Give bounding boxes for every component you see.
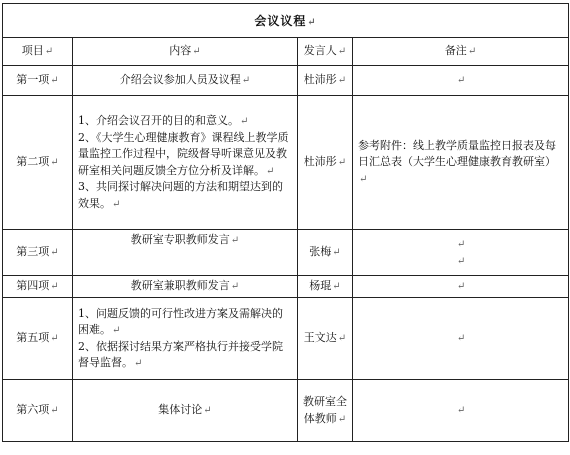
item-label: 第三项 [16, 245, 50, 259]
table-row [3, 66, 569, 96]
paragraph-mark: ↵ [337, 75, 347, 87]
paragraph-mark: ↵ [456, 333, 466, 345]
item-cell [3, 66, 73, 96]
content-line: 2、《大学生心理健康教育》课程线上教学质量监控工作过程中，院级督导听课意见及教研室相关问题反馈全方位分析及详解。 [78, 130, 289, 177]
paragraph-mark: ↵ [241, 75, 251, 87]
content-line: 1、介绍会议召开的目的和意义。 [78, 114, 239, 127]
speaker-cell [298, 66, 353, 96]
speaker-cell [298, 230, 353, 276]
header-row [3, 38, 569, 66]
speaker-cell [298, 380, 353, 442]
paragraph-mark: ↵ [307, 16, 317, 28]
paragraph-mark: ↵ [337, 333, 347, 345]
item-cell [3, 298, 73, 380]
speaker-name: 杜沛彤 [303, 73, 337, 87]
header-speaker-cell [298, 38, 353, 66]
paragraph-mark: ↵ [266, 165, 275, 177]
title-row [3, 4, 569, 38]
paragraph-mark: ↵ [456, 405, 466, 417]
item-label: 第一项 [16, 73, 50, 87]
table-row [3, 276, 569, 298]
paragraph-mark: ↵ [50, 281, 59, 293]
table-row [3, 96, 569, 230]
note-text [358, 138, 563, 188]
table-row [3, 380, 569, 442]
note-cell [353, 66, 569, 96]
paragraph-mark: ↵ [134, 358, 143, 369]
speaker-name: 张梅 [309, 245, 332, 259]
paragraph-mark: ↵ [230, 281, 240, 293]
content-line: 教研室兼职教师发言 [130, 279, 230, 293]
paragraph-mark: ↵ [112, 325, 121, 336]
item-cell [3, 230, 73, 276]
table-row [3, 298, 569, 380]
paragraph-mark: ↵ [50, 333, 59, 345]
table-title: 会议议程 [254, 13, 307, 28]
paragraph-mark: ↵ [337, 157, 347, 169]
paragraph-mark: ↵ [332, 247, 341, 259]
header-speaker: 发言人 [303, 44, 337, 58]
content-line: 教研室专职教师发言 [130, 233, 230, 246]
content-cell [73, 230, 298, 276]
header-note: 备注 [444, 44, 467, 58]
content-line: 介绍会议参加人员及议程 [119, 73, 241, 87]
agenda-table [2, 3, 569, 442]
paragraph-mark: ↵ [44, 46, 54, 58]
content-line: 2、依据探讨结果方案严格执行并接受学院督导监督。 [78, 339, 283, 369]
table-row [3, 230, 569, 276]
speaker-cell [298, 298, 353, 380]
note-cell [353, 380, 569, 442]
paragraph-mark: ↵ [50, 405, 59, 417]
paragraph-mark: ↵ [467, 46, 477, 58]
note-cell [353, 96, 569, 230]
paragraph-mark: ↵ [337, 46, 347, 58]
header-note-cell [353, 38, 569, 66]
item-cell [3, 96, 73, 230]
content-cell [73, 96, 298, 230]
item-cell [3, 380, 73, 442]
paragraph-mark: ↵ [50, 75, 59, 87]
item-cell [3, 276, 73, 298]
paragraph-mark: ↵ [456, 281, 466, 293]
header-item-cell [3, 38, 73, 66]
note-cell [353, 230, 569, 276]
header-content: 内容 [169, 44, 192, 58]
paragraph-mark: ↵ [332, 281, 341, 293]
paragraph-mark: ↵ [230, 235, 240, 246]
note-text-content: 参考附件：线上教学质量监控日报表及每日汇总表（大学生心理健康教育教研室） [358, 138, 556, 169]
paragraph-mark: ↵ [203, 405, 212, 417]
content-cell [73, 298, 298, 380]
item-label: 第五项 [16, 331, 50, 345]
item-label: 第二项 [16, 155, 50, 169]
paragraph-mark: ↵ [359, 173, 368, 185]
speaker-cell [298, 276, 353, 298]
header-content-cell [73, 38, 298, 66]
item-label: 第四项 [16, 279, 50, 293]
paragraph-mark: ↵ [50, 247, 59, 259]
speaker-name: 教研室全体教师 [303, 395, 347, 425]
content-cell [73, 276, 298, 298]
note-cell [353, 298, 569, 380]
speaker-name: 杜沛彤 [303, 155, 337, 169]
paragraph-mark: ↵ [456, 75, 466, 87]
speaker-name: 杨琨 [309, 279, 332, 293]
content-line: 3、共同探讨解决问题的方法和期望达到的效果。 [78, 180, 283, 210]
paragraph-mark: ↵ [456, 255, 466, 267]
paragraph-mark: ↵ [337, 413, 347, 425]
speaker-cell [298, 96, 353, 230]
content-cell [73, 380, 298, 442]
item-label: 第六项 [16, 403, 50, 417]
content-cell [73, 66, 298, 96]
paragraph-mark: ↵ [112, 198, 121, 210]
paragraph-mark: ↵ [50, 157, 59, 169]
note-cell [353, 276, 569, 298]
content-line: 1、问题反馈的可行性改进方案及需解决的困难。 [78, 306, 283, 336]
header-item: 项目 [21, 44, 44, 58]
paragraph-mark: ↵ [240, 116, 249, 127]
table-title-cell [3, 4, 569, 38]
paragraph-mark: ↵ [192, 46, 201, 58]
speaker-name: 王文达 [303, 331, 337, 345]
paragraph-mark: ↵ [456, 239, 466, 250]
content-line: 集体讨论 [158, 403, 203, 417]
